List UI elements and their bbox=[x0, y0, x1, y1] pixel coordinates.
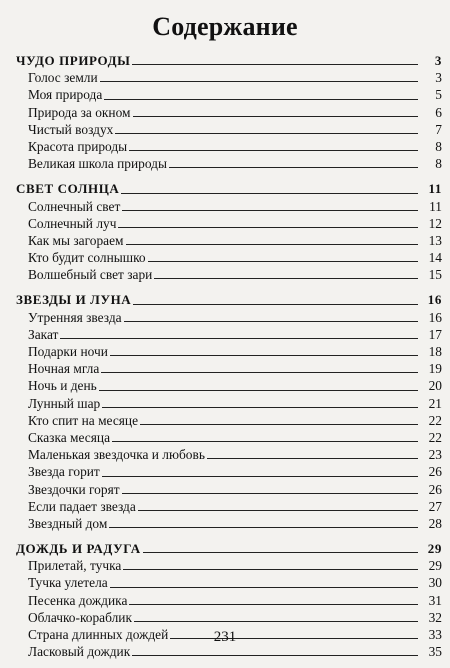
page-number: 14 bbox=[428, 250, 442, 266]
section-heading-label: СВЕТ СОЛНЦА bbox=[16, 181, 120, 197]
entry-label: Моя природа bbox=[28, 87, 103, 103]
toc-entry[interactable] bbox=[16, 138, 442, 155]
entry-label: Песенка дождика bbox=[28, 592, 128, 608]
entry-label: Кто будит солнышко bbox=[28, 250, 146, 266]
page-number: 7 bbox=[435, 121, 442, 137]
toc-entry[interactable] bbox=[16, 232, 442, 249]
toc-entry[interactable] bbox=[16, 515, 442, 532]
dot-leader bbox=[28, 338, 418, 339]
section-heading[interactable] bbox=[16, 540, 442, 557]
section-heading-label: ЗВЕЗДЫ И ЛУНА bbox=[16, 292, 132, 308]
page-number: 3 bbox=[435, 70, 442, 86]
entry-label: Страна длинных дождей bbox=[28, 627, 169, 642]
page-number: 30 bbox=[428, 575, 442, 591]
toc-entry[interactable] bbox=[16, 395, 442, 412]
page-number: 15 bbox=[428, 267, 442, 283]
entry-label: Закат bbox=[28, 326, 59, 342]
section-heading[interactable] bbox=[16, 291, 442, 308]
section-heading[interactable] bbox=[16, 180, 442, 197]
toc-entry[interactable] bbox=[16, 446, 442, 463]
entry-label: Подарки ночи bbox=[28, 344, 108, 359]
toc-entry[interactable] bbox=[16, 266, 442, 283]
page-number: 6 bbox=[435, 104, 442, 120]
toc-entry[interactable] bbox=[16, 309, 442, 326]
entry-label: Красота природы bbox=[28, 138, 128, 154]
page-title: Содержание bbox=[152, 12, 298, 41]
toc-entry[interactable] bbox=[16, 104, 442, 121]
section-heading-label: ДОЖДЬ И РАДУГА bbox=[16, 541, 141, 557]
page-number: 26 bbox=[428, 464, 442, 480]
entry-label: Облачко-кораблик bbox=[28, 609, 132, 625]
page-number: 28 bbox=[428, 515, 442, 531]
toc-entry[interactable] bbox=[16, 343, 442, 360]
entry-label: Кто спит на месяце bbox=[28, 412, 139, 428]
toc-entry[interactable] bbox=[16, 592, 442, 609]
entry-label: Прилетай, тучка bbox=[28, 558, 122, 574]
page-number: 31 bbox=[428, 592, 442, 608]
toc-entry[interactable] bbox=[16, 215, 442, 232]
entry-label: Если падает звезда bbox=[28, 498, 136, 514]
toc-entry[interactable] bbox=[16, 249, 442, 266]
section-heading-label: ЧУДО ПРИРОДЫ bbox=[16, 53, 131, 68]
page-number: 20 bbox=[428, 378, 442, 394]
page-number: 19 bbox=[428, 361, 442, 377]
entry-label: Чистый воздух bbox=[28, 121, 114, 137]
table-of-contents bbox=[16, 52, 442, 668]
entry-label: Лунный шар bbox=[28, 395, 101, 411]
page-footer-number: 231 bbox=[213, 629, 237, 645]
entry-label: Волшебный свет зари bbox=[28, 267, 153, 283]
entry-label: Голос земли bbox=[28, 70, 98, 86]
page-number: 17 bbox=[428, 326, 442, 342]
page-number: 11 bbox=[428, 181, 442, 197]
toc-entry[interactable] bbox=[16, 360, 442, 377]
page-number: 22 bbox=[428, 429, 442, 445]
page-number: 16 bbox=[428, 309, 442, 325]
page-number: 3 bbox=[434, 53, 442, 68]
toc-entry[interactable] bbox=[16, 121, 442, 138]
page-number: 23 bbox=[428, 447, 442, 463]
entry-label: Природа за окном bbox=[28, 104, 131, 120]
toc-entry[interactable] bbox=[16, 86, 442, 103]
entry-label: Как мы загораем bbox=[28, 232, 124, 248]
toc-section bbox=[16, 52, 442, 172]
page-number: 13 bbox=[428, 232, 442, 248]
page-number: 29 bbox=[427, 541, 442, 557]
toc-entry[interactable] bbox=[16, 377, 442, 394]
page-number: 27 bbox=[428, 498, 442, 514]
entry-label: Звездочки горят bbox=[28, 481, 120, 497]
toc-section bbox=[16, 180, 442, 283]
entry-label: Великая школа природы bbox=[28, 156, 167, 172]
toc-entry[interactable] bbox=[16, 326, 442, 343]
toc-entry[interactable] bbox=[16, 498, 442, 515]
page-number: 16 bbox=[427, 292, 442, 308]
entry-label: Маленькая звездочка и любовь bbox=[28, 447, 205, 463]
toc-entry[interactable] bbox=[16, 412, 442, 429]
page-number: 11 bbox=[429, 198, 442, 214]
page-number: 35 bbox=[428, 644, 442, 660]
entry-label: Звездный дом bbox=[28, 515, 108, 531]
page-number: 21 bbox=[428, 395, 442, 411]
page-number: 5 bbox=[435, 87, 442, 103]
section-heading[interactable] bbox=[16, 52, 442, 69]
toc-entry[interactable] bbox=[16, 69, 442, 86]
entry-label: Ласковый дождик bbox=[28, 644, 131, 660]
toc-entry[interactable] bbox=[16, 481, 442, 498]
page-number: 32 bbox=[428, 609, 442, 625]
toc-entry[interactable] bbox=[16, 557, 442, 574]
page-number: 12 bbox=[428, 215, 442, 231]
page-number: 33 bbox=[428, 627, 442, 642]
toc-entry[interactable] bbox=[16, 429, 442, 446]
toc-entry[interactable] bbox=[16, 198, 442, 215]
toc-section bbox=[16, 291, 442, 532]
entry-label: Утренняя звезда bbox=[28, 309, 122, 325]
toc-entry[interactable] bbox=[16, 574, 442, 591]
toc-entry[interactable] bbox=[16, 155, 442, 172]
page-number: 8 bbox=[435, 138, 442, 154]
entry-label: Сказка месяца bbox=[28, 429, 111, 445]
entry-label: Ночь и день bbox=[28, 378, 97, 394]
page-number: 22 bbox=[428, 412, 442, 428]
entry-label: Ночная мгла bbox=[28, 361, 100, 377]
entry-label: Солнечный свет bbox=[28, 198, 121, 214]
toc-entry[interactable] bbox=[16, 463, 442, 480]
page-number: 18 bbox=[428, 344, 442, 359]
page-number: 26 bbox=[428, 481, 442, 497]
entry-label: Солнечный луч bbox=[28, 215, 117, 231]
page-number: 8 bbox=[435, 156, 442, 172]
entry-label: Звезда горит bbox=[28, 464, 100, 480]
entry-label: Тучка улетела bbox=[28, 575, 108, 591]
page-number: 29 bbox=[428, 558, 442, 574]
toc-entry[interactable] bbox=[16, 609, 442, 626]
